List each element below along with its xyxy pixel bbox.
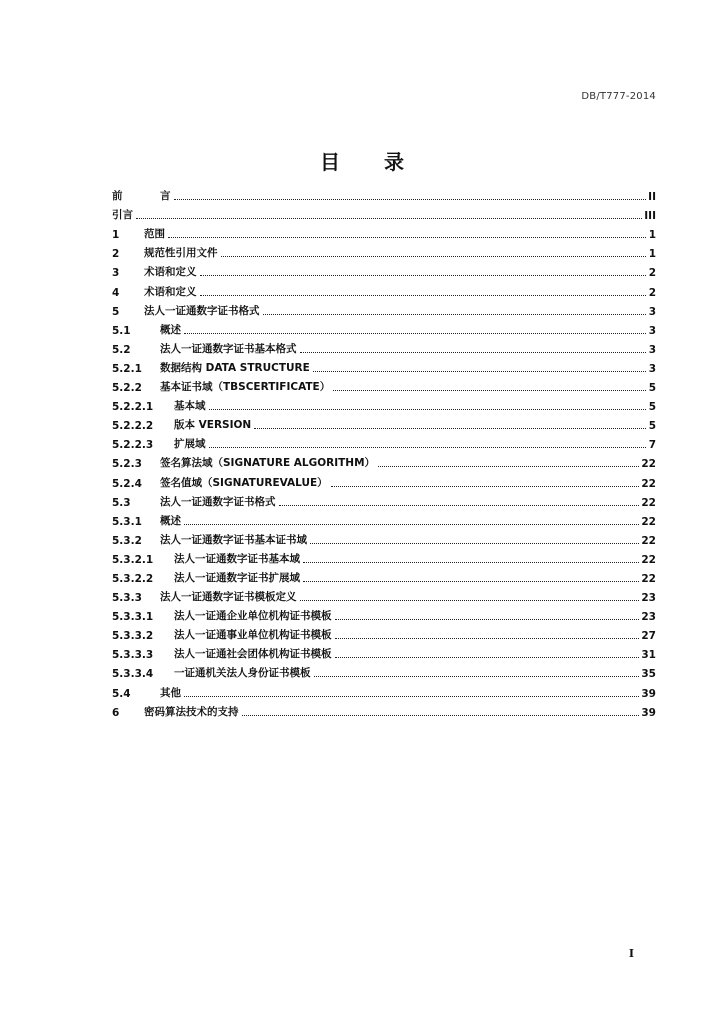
toc-entry-number: 5 [112,305,120,318]
toc-entry-number: 5.2.1 [112,362,142,375]
toc-dot-leader [300,351,647,353]
toc-entry-title: 基本证书域（TBSCERTIFICATE） [160,381,331,394]
toc-entry-page: 22 [641,477,656,490]
toc-entry[interactable] [112,260,656,279]
toc-entry-page: 23 [641,611,656,624]
toc-entry-page: III [644,210,656,223]
toc-entry-title: 法人一证通数字证书基本域 [174,552,300,565]
toc-dot-leader [136,217,642,219]
toc-entry[interactable] [112,222,656,241]
toc-entry-title: 概述 [160,323,181,336]
toc-entry-title: 术语和定义 [144,285,197,298]
page-number: I [628,947,634,960]
toc-entry-page: 22 [641,572,656,585]
toc-entry-page: 2 [648,286,656,299]
toc-dot-leader [184,523,639,525]
toc-dot-leader [254,427,646,429]
toc-dot-leader [303,561,639,563]
toc-entry-number: 5.3.2 [112,534,142,547]
toc-dot-leader [200,274,647,276]
toc-entry-title: 法人一证通数字证书格式 [160,495,276,508]
toc-entry-title: 规范性引用文件 [144,247,218,260]
toc-entry-page: 39 [641,687,656,700]
toc-dot-leader [310,542,639,544]
toc-entry-page: 1 [648,229,656,242]
toc-dot-leader [378,465,639,467]
toc-entry-page: II [648,191,656,204]
toc-dot-leader [303,580,639,582]
toc-entry[interactable] [112,375,656,394]
toc-entry[interactable] [112,585,656,604]
toc-entry-title: 法人一证通数字证书模板定义 [160,591,297,604]
toc-entry[interactable] [112,528,656,547]
toc-entry-title: 密码算法技术的支持 [144,705,239,718]
standard-code: DB/T777-2014 [581,91,656,102]
toc-dot-leader [335,656,640,658]
toc-entry-page: 22 [641,534,656,547]
toc-entry-title: 言 [160,190,171,203]
toc-dot-leader [242,714,640,716]
toc-entry[interactable] [112,413,656,432]
title-char-2: 录 [384,150,404,174]
toc-entry-title: 法人一证通事业单位机构证书模板 [174,629,332,642]
toc-entry-page: 3 [648,343,656,356]
toc-entry[interactable] [112,356,656,375]
toc-entry-page: 5 [648,382,656,395]
toc-entry-number: 5.3.3.2 [112,630,154,643]
toc-entry[interactable] [112,623,656,642]
toc-entry-number: 5.3.3 [112,592,142,605]
toc-dot-leader [335,637,640,639]
toc-entry-title: 法人一证通数字证书格式 [144,304,260,317]
toc-entry-number: 5.2.2 [112,382,142,395]
toc-entry-number: 引言 [112,209,133,222]
toc-entry-title: 其他 [160,686,181,699]
toc-entry[interactable] [112,661,656,680]
toc-entry-page: 35 [641,668,656,681]
toc-entry-page: 31 [641,649,656,662]
toc-entry[interactable] [112,680,656,699]
toc-entry[interactable] [112,394,656,413]
toc-entry-page: 2 [648,267,656,280]
toc-entry[interactable] [112,203,656,222]
toc-dot-leader [331,485,640,487]
toc-dot-leader [209,408,647,410]
toc-dot-leader [313,370,646,372]
toc-entry[interactable] [112,490,656,509]
toc-entry[interactable] [112,566,656,585]
toc-entry[interactable] [112,642,656,661]
toc-entry-title: 法人一证通数字证书基本格式 [160,342,297,355]
toc-entry-page: 23 [641,592,656,605]
toc-entry[interactable] [112,318,656,337]
toc-entry-page: 22 [641,515,656,528]
toc-entry-number: 5.3.2.2 [112,572,154,585]
toc-entry-number: 5.3.2.1 [112,553,154,566]
toc-entry-page: 5 [648,420,656,433]
toc-entry-number: 4 [112,286,120,299]
toc-entry-title: 术语和定义 [144,266,197,279]
toc-dot-leader [168,236,646,238]
toc-dot-leader [279,504,640,506]
toc-entry-title: 数据结构 DATA STRUCTURE [160,361,310,374]
toc-entry[interactable] [112,299,656,318]
toc-entry-page: 22 [641,553,656,566]
toc-entry-page: 7 [648,439,656,452]
toc-entry-number: 5.4 [112,687,131,700]
toc-entry-number: 5.1 [112,324,131,337]
toc-entry-number: 5.2.3 [112,458,142,471]
toc-entry-page: 22 [641,496,656,509]
toc-dot-leader [333,389,646,391]
toc-dot-leader [221,255,647,257]
toc-entry[interactable] [112,509,656,528]
toc-entry-number: 前 [112,190,123,203]
toc-entry-number: 5.3.3.3 [112,649,154,662]
toc-dot-leader [314,675,640,677]
toc-entry-number: 5.2.4 [112,477,142,490]
toc-entry-page: 39 [641,706,656,719]
toc-entry-page: 3 [648,362,656,375]
toc-entry[interactable] [112,700,656,719]
toc-entry-title: 签名算法域（SIGNATURE ALGORITHM） [160,457,376,470]
page-title [0,146,724,175]
toc-entry-number: 6 [112,706,120,719]
toc-entry-number: 3 [112,267,120,280]
toc-entry[interactable] [112,451,656,470]
toc-entry-number: 5.3.3.4 [112,668,154,681]
toc-entry-title: 法人一证通企业单位机构证书模板 [174,610,332,623]
toc-entry-title: 一证通机关法人身份证书模板 [174,667,311,680]
toc-entry-title: 概述 [160,514,181,527]
toc-entry-title: 基本域 [174,400,206,413]
toc-entry-page: 27 [641,630,656,643]
toc-dot-leader [300,599,640,601]
toc-entry-page: 1 [648,248,656,261]
toc-entry[interactable] [112,241,656,260]
toc-entry-title: 扩展域 [174,438,206,451]
toc-entry[interactable] [112,184,656,203]
toc-entry-number: 5.3.1 [112,515,142,528]
toc-dot-leader [174,198,647,200]
toc-entry[interactable] [112,470,656,489]
toc-entry-number: 5.3 [112,496,131,509]
toc-entry-title: 版本 VERSION [174,419,252,432]
toc-entry[interactable] [112,279,656,298]
title-char-1: 目 [320,150,340,174]
toc-entry[interactable] [112,604,656,623]
toc-entry-number: 1 [112,229,120,242]
toc-entry-title: 范围 [144,228,165,241]
toc-entry-title: 签名值域（SIGNATUREVALUE） [160,476,328,489]
toc-entry-number: 5.2.2.1 [112,401,154,414]
toc-dot-leader [200,294,647,296]
toc-dot-leader [335,618,640,620]
toc-entry-title: 法人一证通社会团体机构证书模板 [174,648,332,661]
toc-entry-number: 5.2.2.3 [112,439,154,452]
toc-entry[interactable] [112,432,656,451]
toc-entry-number: 5.3.3.1 [112,611,154,624]
toc-entry-page: 3 [648,324,656,337]
toc-dot-leader [209,446,647,448]
toc-entry-title: 法人一证通数字证书扩展域 [174,571,300,584]
toc-entry-number: 5.2.2.2 [112,420,154,433]
toc-entry[interactable] [112,547,656,566]
toc-dot-leader [263,313,647,315]
toc-entry-page: 22 [641,458,656,471]
toc-entry-title: 法人一证通数字证书基本证书域 [160,533,307,546]
toc-entry-number: 5.2 [112,343,131,356]
toc-entry-number: 2 [112,248,120,261]
table-of-contents [112,184,656,719]
toc-entry-page: 3 [648,305,656,318]
toc-entry-page: 5 [648,401,656,414]
toc-entry[interactable] [112,337,656,356]
toc-dot-leader [184,332,646,334]
toc-dot-leader [184,695,639,697]
